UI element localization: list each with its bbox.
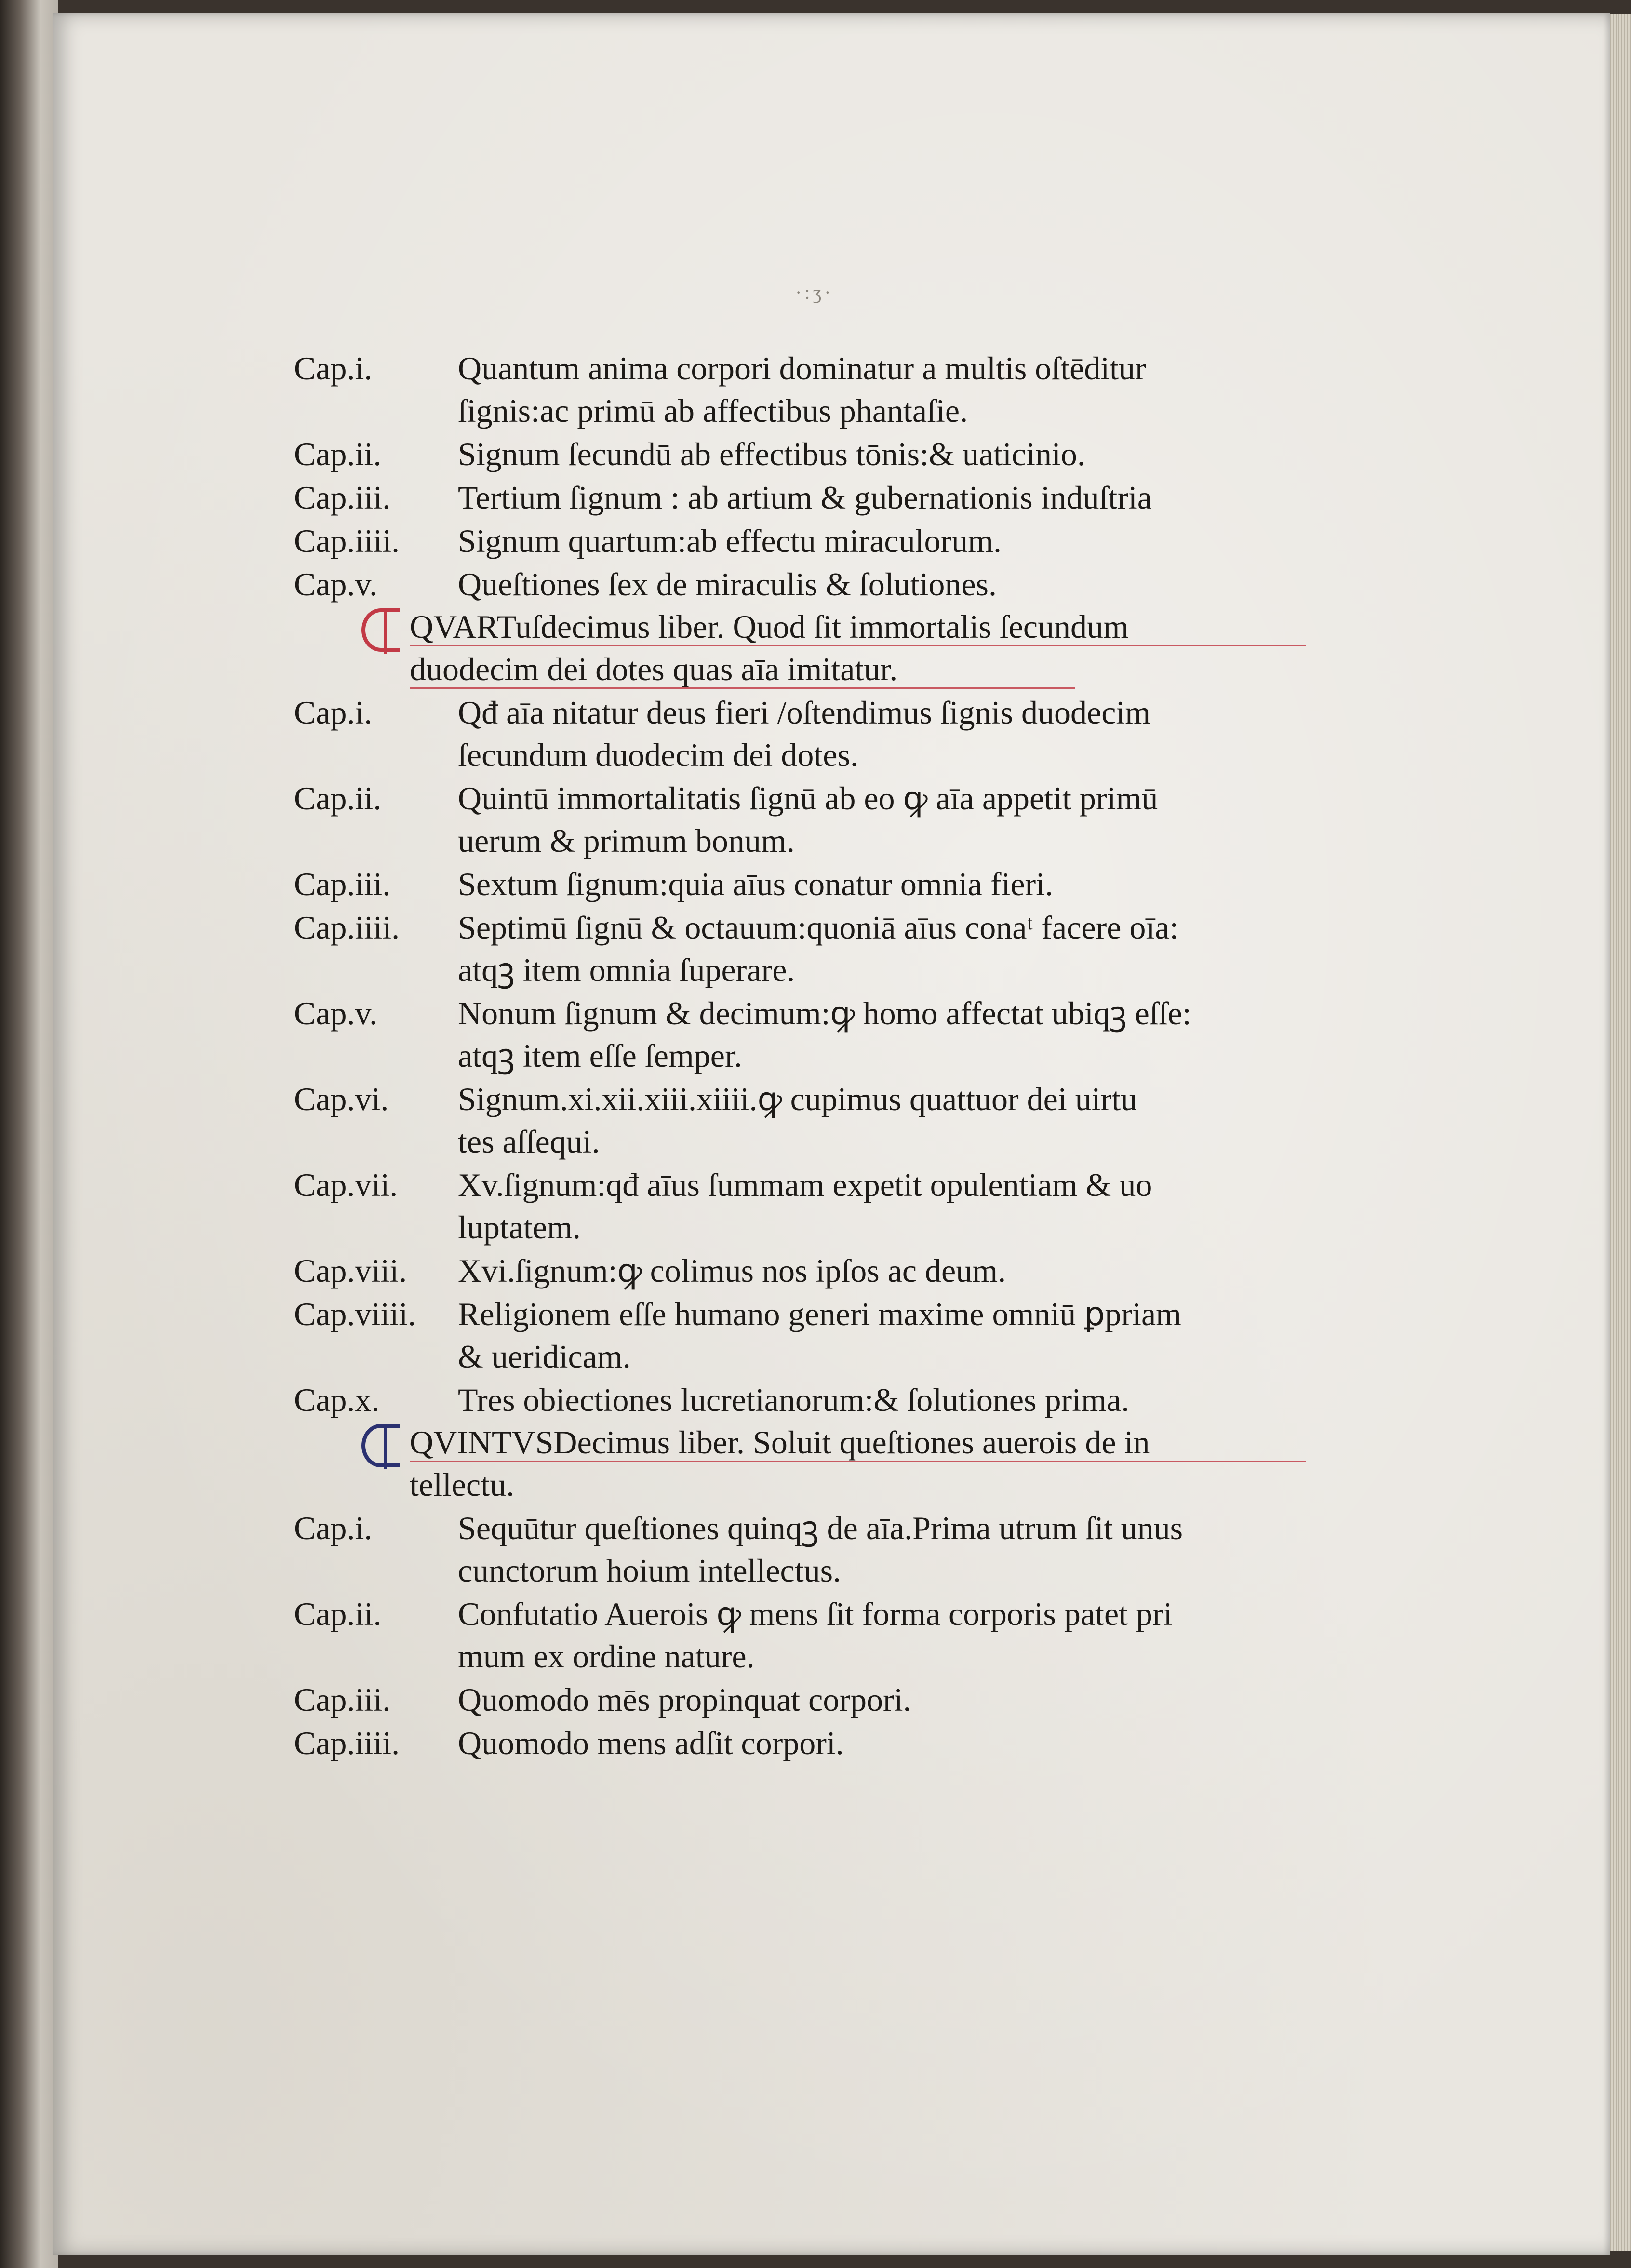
chapter-number: Cap.iii. bbox=[294, 866, 391, 902]
chapter-entry bbox=[294, 563, 1306, 605]
book-heading-line: QVINTVSDecimus liber. Soluit queſtiones auerois de in bbox=[410, 1424, 1150, 1461]
chapter-entry bbox=[294, 1722, 1306, 1764]
chapter-entry bbox=[294, 433, 1306, 475]
chapter-number: Cap.x. bbox=[294, 1382, 380, 1418]
chapter-title-line: Tres obiectiones lucretianorum:& ſolutiones prima. bbox=[458, 1382, 1130, 1418]
book-heading bbox=[294, 1421, 1306, 1506]
chapter-number: Cap.vii. bbox=[294, 1167, 398, 1203]
chapter-title-line: Qđ aīa nitatur deus fieri /oſtendimus ſignis duodecim bbox=[458, 694, 1151, 731]
chapter-number: Cap.iiii. bbox=[294, 1725, 400, 1761]
chapter-title-line: Signum quartum:ab effectu miraculorum. bbox=[458, 523, 1002, 559]
rubric-underline bbox=[410, 687, 1075, 689]
chapter-title bbox=[458, 476, 1306, 519]
chapter-title bbox=[458, 906, 1306, 991]
chapter-title bbox=[458, 1078, 1306, 1163]
chapter-title-line: Queſtiones ſex de miraculis & ſolutiones. bbox=[458, 566, 997, 603]
chapter-title-line: Tertium ſignum : ab artium & gubernationis induſtria bbox=[458, 479, 1152, 516]
chapter-entry bbox=[294, 992, 1306, 1077]
chapter-entry bbox=[294, 347, 1306, 432]
chapter-title bbox=[458, 347, 1306, 432]
paraph-mark-icon bbox=[361, 608, 400, 652]
book-heading-line: tellectu. bbox=[410, 1466, 515, 1503]
chapter-number: Cap.iiii. bbox=[294, 523, 400, 559]
chapter-number: Cap.i. bbox=[294, 350, 373, 387]
chapter-number: Cap.v. bbox=[294, 995, 378, 1032]
chapter-title-line: atqꝫ item omnia ſuperare. bbox=[458, 952, 795, 988]
chapter-title bbox=[458, 1593, 1306, 1678]
chapter-entry bbox=[294, 520, 1306, 562]
chapter-number: Cap.v. bbox=[294, 566, 378, 603]
book-page bbox=[53, 13, 1610, 2255]
book-heading-text bbox=[410, 1421, 1306, 1506]
chapter-title-line: Religionem eſſe humano generi maxime omniū ꝑpriam bbox=[458, 1296, 1182, 1332]
chapter-title bbox=[458, 863, 1306, 905]
chapter-title-line: mum ex ordine nature. bbox=[458, 1638, 755, 1675]
chapter-title-line: atqꝫ item eſſe ſemper. bbox=[458, 1037, 742, 1074]
chapter-number: Cap.ii. bbox=[294, 436, 382, 472]
book-heading-text bbox=[410, 605, 1306, 690]
rubric-underline bbox=[410, 645, 1306, 646]
chapter-entry bbox=[294, 1249, 1306, 1292]
chapter-entry bbox=[294, 1593, 1306, 1678]
chapter-title bbox=[458, 1678, 1306, 1721]
chapter-title bbox=[458, 1379, 1306, 1421]
chapter-number: Cap.i. bbox=[294, 694, 373, 731]
chapter-entry bbox=[294, 1078, 1306, 1163]
chapter-title-line: & ueridicam. bbox=[458, 1338, 631, 1375]
chapter-number: Cap.iii. bbox=[294, 1681, 391, 1718]
chapter-entry bbox=[294, 1164, 1306, 1248]
book-binding bbox=[0, 0, 58, 2268]
paraph-mark-icon bbox=[361, 1424, 400, 1467]
chapter-number: Cap.viii. bbox=[294, 1252, 407, 1289]
chapter-number: Cap.vi. bbox=[294, 1081, 389, 1117]
chapter-number: Cap.ii. bbox=[294, 780, 382, 817]
chapter-title-line: ſecundum duodecim dei dotes. bbox=[458, 737, 858, 773]
table-of-contents bbox=[294, 346, 1306, 1764]
chapter-title-line: Nonum ſignum & decimum:ꝙ homo affectat ubiqꝫ eſſe: bbox=[458, 995, 1191, 1032]
chapter-title-line: Quintū immortalitatis ſignū ab eo ꝙ aīa appetit primū bbox=[458, 780, 1158, 817]
chapter-entry bbox=[294, 863, 1306, 905]
chapter-title bbox=[458, 1164, 1306, 1248]
chapter-title bbox=[458, 563, 1306, 605]
chapter-title-line: Xv.ſignum:qđ aīus ſummam expetit opulentiam & uo bbox=[458, 1167, 1152, 1203]
chapter-title-line: Quantum anima corpori dominatur a multis oſtēditur bbox=[458, 350, 1146, 387]
chapter-title bbox=[458, 520, 1306, 562]
book-heading bbox=[294, 605, 1306, 690]
chapter-title-line: luptatem. bbox=[458, 1209, 581, 1246]
chapter-number: Cap.iiii. bbox=[294, 909, 400, 946]
chapter-title bbox=[458, 1249, 1306, 1292]
chapter-entry bbox=[294, 691, 1306, 776]
chapter-title bbox=[458, 691, 1306, 776]
chapter-title-line: Septimū ſignū & octauum:quoniā aīus conaᵗ facere oīa: bbox=[458, 909, 1179, 946]
chapter-title-line: ſignis:ac primū ab affectibus phantaſie. bbox=[458, 392, 968, 429]
chapter-title-line: Sequūtur queſtiones quinqꝫ de aīa.Prima utrum ſit unus bbox=[458, 1510, 1183, 1546]
chapter-number: Cap.i. bbox=[294, 1510, 373, 1546]
book-heading-line: QVARTuſdecimus liber. Quod ſit immortalis ſecundum bbox=[410, 608, 1129, 645]
chapter-title-line: Xvi.ſignum:ꝙ colimus nos ipſos ac deum. bbox=[458, 1252, 1006, 1289]
chapter-entry bbox=[294, 906, 1306, 991]
chapter-title-line: cunctorum hoium intellectus. bbox=[458, 1552, 842, 1589]
chapter-title bbox=[458, 1722, 1306, 1764]
chapter-title bbox=[458, 992, 1306, 1077]
chapter-number: Cap.viiii. bbox=[294, 1296, 416, 1332]
chapter-entry bbox=[294, 1678, 1306, 1721]
chapter-entry bbox=[294, 1293, 1306, 1378]
book-heading-line: duodecim dei dotes quas aīa imitatur. bbox=[410, 651, 898, 687]
chapter-title bbox=[458, 1293, 1306, 1378]
chapter-entry bbox=[294, 777, 1306, 862]
chapter-title-line: Signum.xi.xii.xiii.xiiii.ꝙ cupimus quattuor dei uirtu bbox=[458, 1081, 1137, 1117]
chapter-title-line: uerum & primum bonum. bbox=[458, 822, 795, 859]
chapter-title-line: Quomodo mēs propinquat corpori. bbox=[458, 1681, 911, 1718]
chapter-title bbox=[458, 777, 1306, 862]
chapter-title bbox=[458, 1507, 1306, 1592]
chapter-entry bbox=[294, 1379, 1306, 1421]
chapter-title-line: Confutatio Auerois ꝙ mens ſit forma corporis patet pri bbox=[458, 1596, 1173, 1632]
chapter-title bbox=[458, 433, 1306, 475]
chapter-title-line: tes aſſequi. bbox=[458, 1123, 600, 1160]
chapter-number: Cap.ii. bbox=[294, 1596, 382, 1632]
stray-mark: ·:ʒ· bbox=[795, 282, 834, 303]
chapter-title-line: Sextum ſignum:quia aīus conatur omnia fieri. bbox=[458, 866, 1054, 902]
chapter-entry bbox=[294, 476, 1306, 519]
rubric-underline bbox=[410, 1461, 1306, 1462]
chapter-title-line: Quomodo mens adſit corpori. bbox=[458, 1725, 844, 1761]
chapter-title-line: Signum ſecundū ab effectibus tōnis:& uaticinio. bbox=[458, 436, 1085, 472]
chapter-number: Cap.iii. bbox=[294, 479, 391, 516]
chapter-entry bbox=[294, 1507, 1306, 1592]
